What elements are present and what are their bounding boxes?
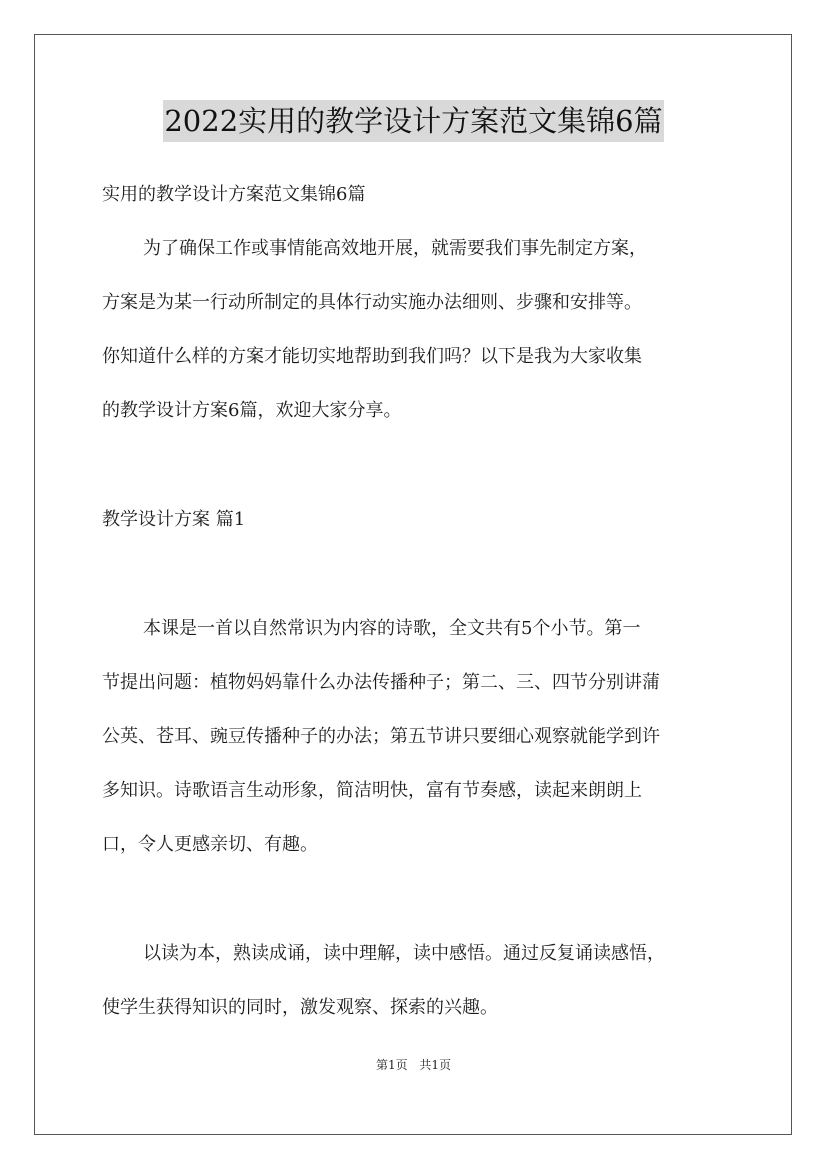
paragraph1-line-5: 口，令人更感亲切、有趣。 [102,834,318,855]
total-pages: 共1页 [419,1058,452,1072]
intro-line-3: 你知道什么样的方案才能切实地帮助到我们吗？以下是我为大家收集 [102,346,642,367]
document-subtitle: 实用的教学设计方案范文集锦6篇 [102,184,366,205]
intro-line-1: 为了确保工作或事情能高效地开展，就需要我们事先制定方案， [143,238,647,259]
paragraph1-line-1: 本课是一首以自然常识为内容的诗歌，全文共有5个小节。第一 [143,618,641,639]
intro-line-2: 方案是为某一行动所制定的具体行动实施办法细则、步骤和安排等。 [102,292,642,313]
paragraph1-line-4: 多知识。诗歌语言生动形象，简洁明快，富有节奏感，读起来朗朗上 [102,780,642,801]
paragraph2-line-1: 以读为本，熟读成诵，读中理解，读中感悟。通过反复诵读感悟， [143,943,665,964]
paragraph1-line-2: 节提出问题：植物妈妈靠什么办法传播种子；第二、三、四节分别讲蒲 [102,672,660,693]
paragraph2-line-2: 使学生获得知识的同时，激发观察、探索的兴趣。 [102,997,498,1018]
intro-line-4: 的教学设计方案6篇，欢迎大家分享。 [102,400,402,421]
page-footer [0,1057,827,1073]
page-number: 第1页 [375,1058,408,1072]
paragraph1-line-3: 公英、苍耳、豌豆传播种子的办法；第五节讲只要细心观察就能学到许 [102,726,660,747]
document-title: 2022实用的教学设计方案范文集锦6篇 [163,100,663,142]
section-heading: 教学设计方案 篇1 [102,509,246,530]
title-container [0,100,827,142]
